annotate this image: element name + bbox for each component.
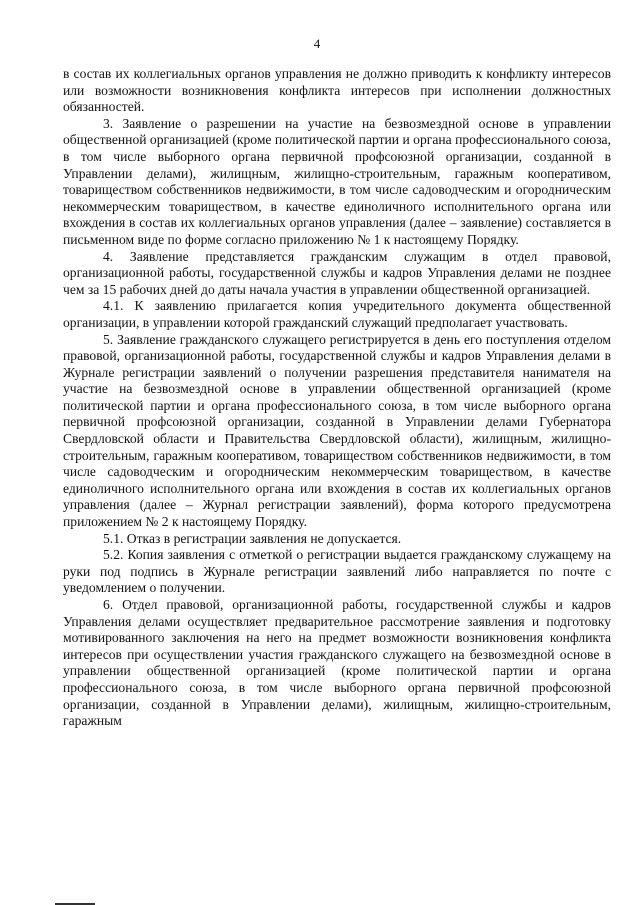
paragraph-5: 5. Заявление гражданского служащего регистрируется в день его поступления отделом правовой, организационной работы, государственной службы и кадров Управления делами в Журнале регистрации заявлений о получении разрешения представителя нанимателя на участие на безвозмездной основе в управлении общественной организацией (кроме политической партии и органа профессионального союза, в том числе выборного органа первичной профсоюзной организации, созданной в Управлении делами Губернатора Свердловской области и Правительства Свердловской области), жилищным, жилищно-строительным, гаражным кооперативом, товариществом собственников недвижимости, в том числе садоводческим и огородническим некоммерческим товариществом, в качестве единоличного исполнительного органа или вхождения в состав их коллегиальных органов управления (далее – Журнал регистрации заявлений), форма которого предусмотрена приложением № 2 к настоящему Порядку. <box>63 331 611 530</box>
paragraph-4: 4. Заявление представляется гражданским служащим в отдел правовой, организационной работы, государственной службы и кадров Управления делами не позднее чем за 15 рабочих дней до даты начала участия в управлении общественной организацией. <box>63 248 611 297</box>
page-number: 4 <box>313 36 321 51</box>
document-body <box>63 66 611 730</box>
paragraph-6: 6. Отдел правовой, организационной работы, государственной службы и кадров Управления делами осуществляет предварительное рассмотрение заявления и подготовку мотивированного заключения на него на предмет возможности возникновения конфликта интересов при осуществлении участия гражданского служащего на безвозмездной основе в управлении общественной организацией (кроме политической партии и органа профессионального союза, в том числе выборного органа первичной профсоюзной организации, созданной в Управлении делами), жилищным, жилищно-строительным, гаражным <box>63 597 611 729</box>
paragraph-4-1: 4.1. К заявлению прилагается копия учредительного документа общественной организации, в управлении которой гражданский служащий предполагает участвовать. <box>63 298 611 330</box>
paragraph-5-2: 5.2. Копия заявления с отметкой о регистрации выдается гражданскому служащему на руки под подпись в Журнале регистрации заявлений либо направляется по почте с уведомлением о получении. <box>63 547 611 596</box>
paragraph-5-1: 5.1. Отказ в регистрации заявления не допускается. <box>103 530 402 546</box>
paragraph-3: 3. Заявление о разрешении на участие на безвозмездной основе в управлении общественной организацией (кроме политической партии и органа профессионального союза, в том числе выборного органа первичной профсоюзной организации, созданной в Управлении делами), жилищным, жилищно-строительным, гаражным кооперативом, товариществом собственников недвижимости, в том числе садоводческим и огородническим некоммерческим товариществом, в качестве единоличного исполнительного органа или вхождения в состав их коллегиальных органов управления (далее – заявление) составляется в письменном виде по форме согласно приложению № 1 к настоящему Порядку. <box>63 115 611 247</box>
paragraph-continuation: в состав их коллегиальных органов управления не должно приводить к конфликту интересов или возможности возникновения конфликта интересов при исполнении должностных обязанностей. <box>63 66 611 115</box>
